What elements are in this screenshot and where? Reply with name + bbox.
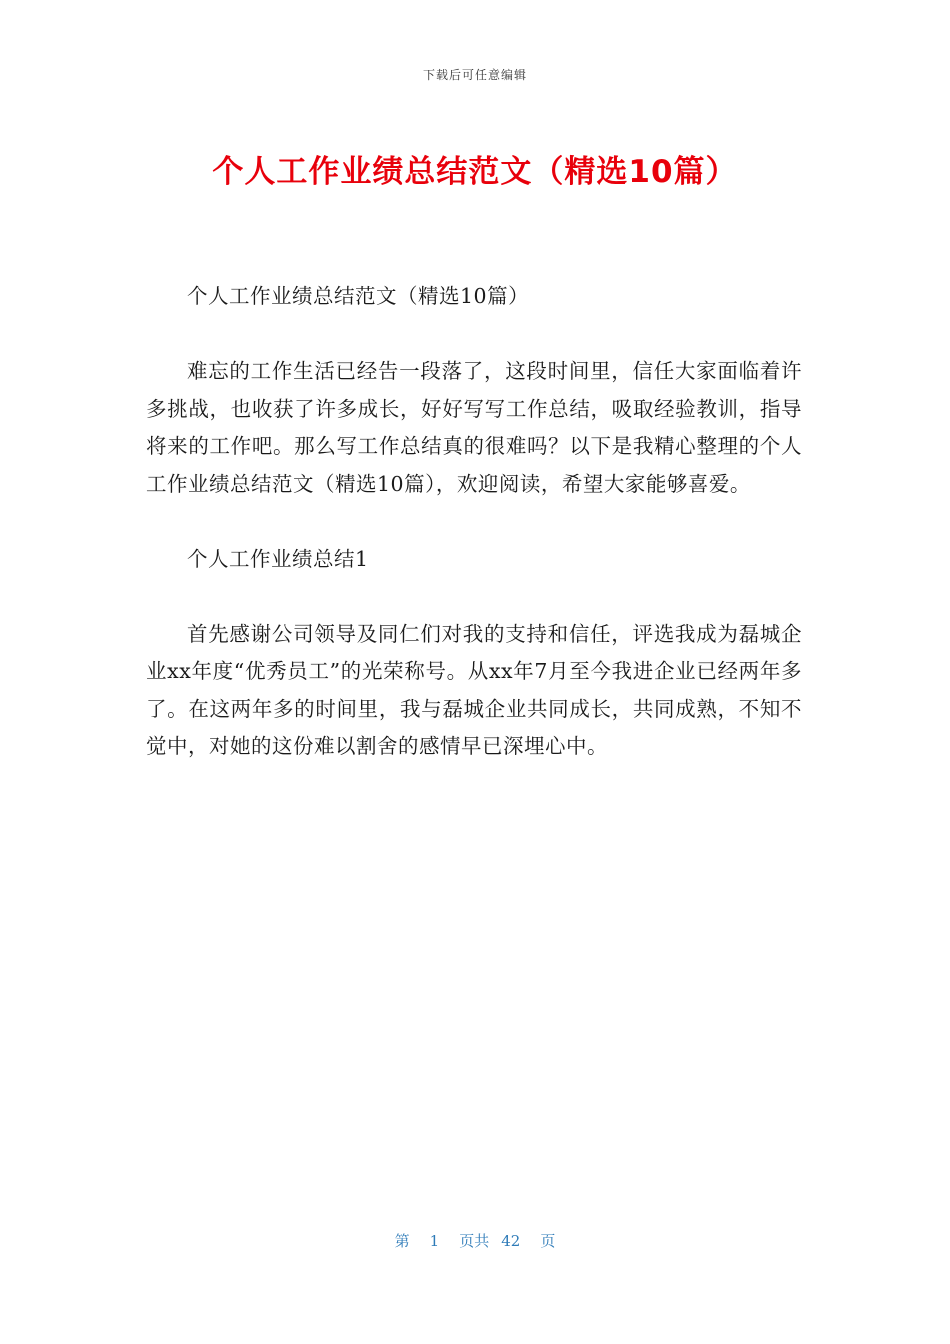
footer-page-total: 42	[501, 1232, 521, 1250]
footer-page-current: 1	[429, 1232, 440, 1250]
document-body	[146, 278, 802, 803]
footer-page-suffix: 页	[540, 1232, 556, 1250]
footer-page-middle: 页共	[459, 1232, 490, 1250]
paragraph-intro: 难忘的工作生活已经告一段落了，这段时间里，信任大家面临着许多挑战，也收获了许多成长，好好写写工作总结，吸取经验教训，指导将来的工作吧。那么写工作总结真的很难吗？以下是我精心整理的个人工作业绩总结范文（精选10篇），欢迎阅读，希望大家能够喜爱。	[146, 359, 802, 496]
paragraph-body: 首先感谢公司领导及同仁们对我的支持和信任，评选我成为磊城企业xx年度“优秀员工”的光荣称号。从xx年7月至今我进企业已经两年多了。在这两年多的时间里，我与磊城企业共同成长，共同成熟，不知不觉中，对她的这份难以割舍的感情早已深埋心中。	[146, 621, 802, 758]
document-title: 个人工作业绩总结范文（精选10篇）	[212, 154, 738, 190]
paragraph-subtitle: 个人工作业绩总结范文（精选10篇）	[187, 284, 530, 308]
header-note: 下载后可任意编辑	[422, 68, 527, 82]
footer-page-prefix: 第	[394, 1232, 410, 1250]
page-footer	[0, 1230, 950, 1251]
paragraph-section-heading: 个人工作业绩总结1	[187, 546, 369, 571]
